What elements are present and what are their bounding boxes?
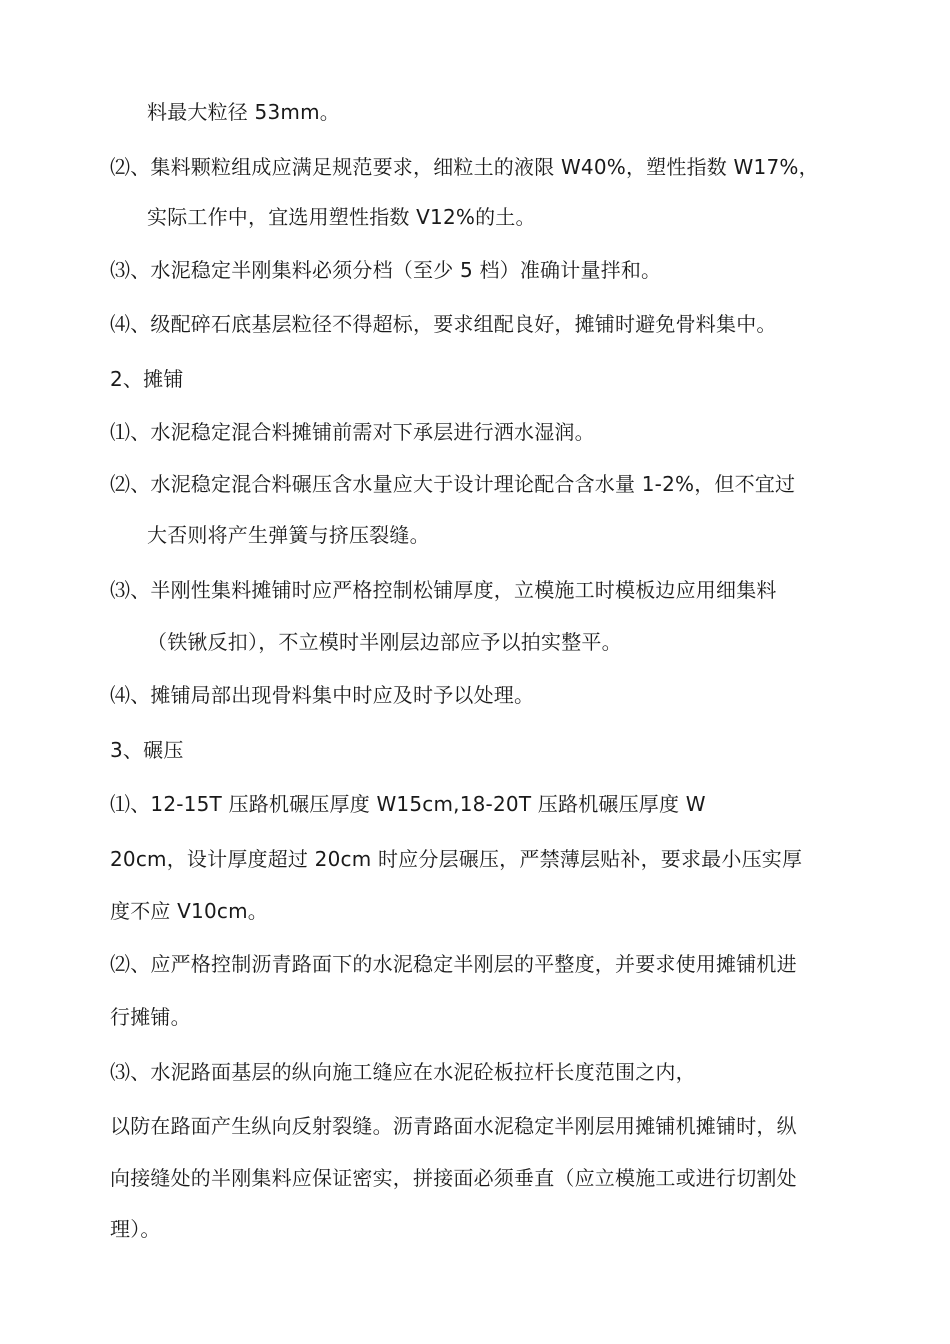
text-line: 度不应 V10cm。 — [110, 899, 268, 923]
text-line: 实际工作中，宜选用塑性指数 V12%的土。 — [147, 205, 536, 229]
text-line: ⑶、半刚性集料摊铺时应严格控制松铺厚度，立模施工时模板边应用细集料 — [110, 578, 777, 602]
text-line: 理）。 — [110, 1217, 161, 1241]
text-line: ⑶、水泥路面基层的纵向施工缝应在水泥砼板拉杆长度范围之内， — [110, 1060, 696, 1084]
section-heading: 2、摊铺 — [110, 367, 184, 391]
text-line: ⑴、12-15T 压路机碾压厚度 W15cm,18-20T 压路机碾压厚度 W — [110, 792, 706, 816]
text-line: ⑶、水泥稳定半刚集料必须分档（至少 5 档）准确计量拌和。 — [110, 258, 662, 282]
text-line: 以防在路面产生纵向反射裂缝。沥青路面水泥稳定半刚层用摊铺机摊铺时，纵 — [110, 1114, 797, 1138]
text-line: 向接缝处的半刚集料应保证密实，拼接面必须垂直（应立模施工或进行切割处 — [110, 1166, 797, 1190]
text-line: 料最大粒径 53mm。 — [147, 100, 340, 124]
text-line: （铁锹反扣），不立模时半刚层边部应予以拍实整平。 — [147, 630, 622, 654]
text-line: ⑷、摊铺局部出现骨料集中时应及时予以处理。 — [110, 683, 535, 707]
text-line: ⑵、水泥稳定混合料碾压含水量应大于设计理论配合含水量 1-2%，但不宜过 — [110, 472, 796, 496]
text-line: ⑷、级配碎石底基层粒径不得超标，要求组配良好，摊铺时避免骨料集中。 — [110, 312, 777, 336]
text-line: ⑴、水泥稳定混合料摊铺前需对下承层进行洒水湿润。 — [110, 420, 595, 444]
text-line: ⑵、集料颗粒组成应满足规范要求，细粒土的液限 W40%，塑性指数 W17%， — [110, 155, 819, 179]
text-line: 行摊铺。 — [110, 1005, 191, 1029]
text-line: ⑵、应严格控制沥青路面下的水泥稳定半刚层的平整度，并要求使用摊铺机进 — [110, 952, 797, 976]
section-heading: 3、碾压 — [110, 738, 184, 762]
text-line: 20cm，设计厚度超过 20cm 时应分层碾压，严禁薄层贴补，要求最小压实厚 — [110, 847, 803, 871]
text-line: 大否则将产生弹簧与挤压裂缝。 — [147, 523, 430, 547]
